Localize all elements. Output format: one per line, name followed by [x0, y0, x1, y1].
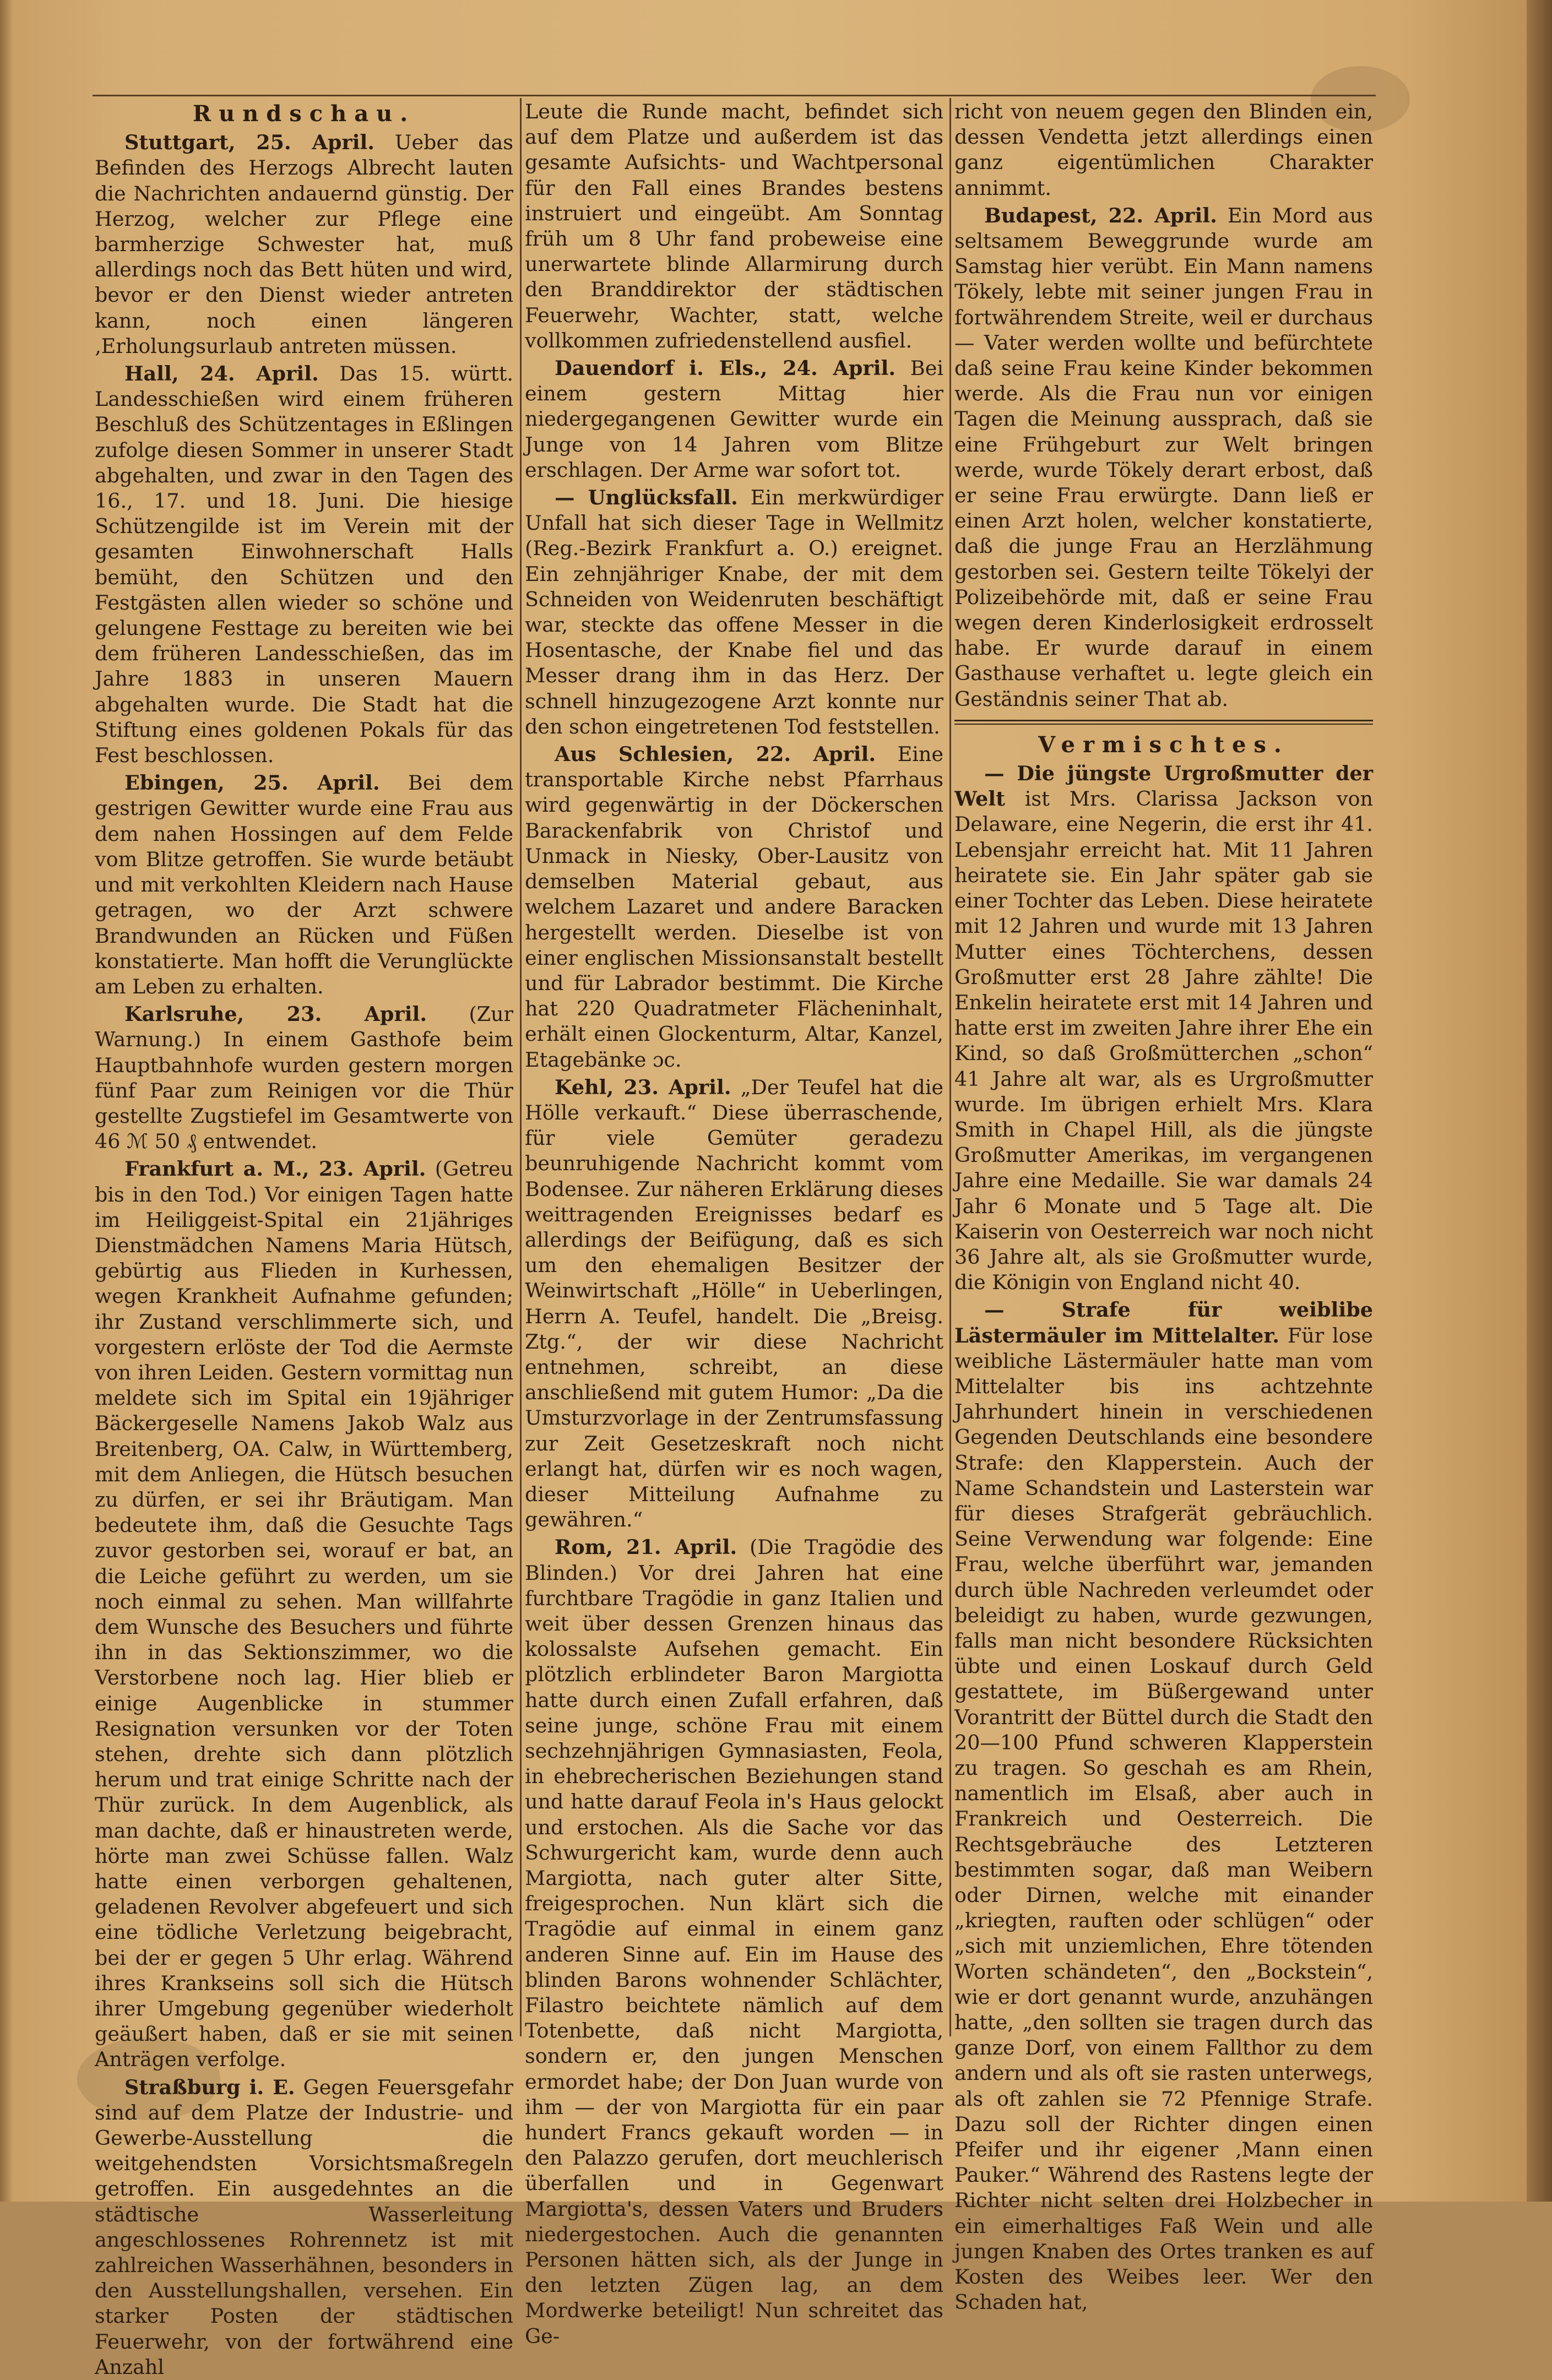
dateline: — Unglücksfall.: [555, 486, 738, 510]
article: [95, 1156, 513, 2072]
article-text: Ueber das Befinden des Herzogs Albrecht lauten die Nachrichten andauernd günstig. Der Herzog, welcher zur Pflege eine barmherzige Schwester hat, muß allerdings noch das Bett hüten und wird, bevor er den Dienst wieder antreten kann, noch einen längeren ‚Erholungsurlaub antreten müssen.: [95, 131, 513, 358]
article-text: (Getreu bis in den Tod.) Vor einigen Tagen hatte im Heiliggeist-Spital ein 21jähriges Dienstmädchen Namens Maria Hütsch, gebürtig aus Flieden in Kurhessen, wegen Krankheit Aufnahme gefunden; ihr Zustand verschlimmerte sich, und vorgestern erlöste der Tod die Aermste von ihren Leiden. Gestern vormittag nun meldete sich im Spital ein 19jähriger Bäckergeselle Namens Jakob Walz aus Breitenberg, OA. Calw, in Württemberg, mit dem Anliegen, die Hütsch besuchen zu dürfen, er sei ihr Bräutigam. Man bedeutete ihm, daß die Gesuchte Tags zuvor gestorben sei, worauf er bat, an die Leiche geführt zu werden, um sie noch einmal zu sehen. Man willfahrte dem Wunsche des Besuchers und führte ihn in das Sektionszimmer, wo die Verstorbene noch lag. Hier blieb er einige Augenblicke in stummer Resignation versunken vor der Toten stehen, drehte sich dann plötzlich herum und trat einige Schritte nach der Thür zurück. In dem Augenblick, als man dachte, daß er hinaustreten werde, hörte man zwei Schüsse fallen. Walz hatte einen verborgen gehaltenen, geladenen Revolver abgefeuert und sich eine tödliche Verletzung beigebracht, bei der er gegen 5 Uhr erlag. Während ihres Krankseins soll sich die Hütsch ihrer Umgebung gegenüber wiederholt geäußert haben, daß er sie mit seinen Anträgen verfolge.: [95, 1157, 513, 2072]
article-text: Bei einem gestern Mittag hier niedergegangenen Gewitter wurde ein Junge von 14 Jahren vom Blitze erschlagen. Der Arme war sofort tot.: [525, 356, 943, 482]
column-1: [95, 99, 513, 2379]
article: [95, 1002, 513, 1154]
article-continued: [954, 99, 1373, 201]
article-text: Bei dem gestrigen Gewitter wurde eine Frau aus dem nahen Hossingen auf dem Felde vom Blitze getroffen. Sie wurde betäubt und mit verkohlten Kleidern nach Hause getragen, wo der Arzt schwere Brandwunden an Rücken und Füßen konstatierte. Man hofft die Verunglückte am Leben zu erhalten.: [95, 771, 513, 998]
article-text: ist Mrs. Clarissa Jackson von Delaware, eine Negerin, die erst ihr 41. Lebensjahr erreicht hat. Mit 11 Jahren heiratete sie. Ein Jahr später gab sie einer Tochter das Leben. Diese heiratete mit 12 Jahren und wurde mit 13 Jahren Mutter eines Töchterchens, dessen Großmutter erst 28 Jahre zählte! Die Enkelin heiratete erst mit 14 Jahren und hatte erst im zweiten Jahre ihrer Ehe ein Kind, so daß Großmütterchen „schon“ 41 Jahre alt war, als es Urgroßmutter wurde. Im übrigen erhielt Mrs. Klara Smith in Chapel Hill, als die jüngste Großmutter Amerikas, im vergangenen Jahre eine Medaille. Sie war damals 24 Jahr 6 Monate und 5 Tage alt. Die Kaiserin von Oesterreich war noch nicht 36 Jahre alt, als sie Großmutter wurde, die Königin von England nicht 40.: [954, 787, 1373, 1295]
top-rule: [93, 95, 1376, 96]
article-text: (Zur Warnung.) In einem Gasthofe beim Hauptbahnhofe wurden gestern morgen fünf Paar zum Reinigen vor die Thür gestellte Zugstiefel im Gesamtwerte von 46 ℳ 50 ₰ entwendet.: [95, 1002, 513, 1154]
article: [95, 361, 513, 768]
article-text: richt von neuem gegen den Blinden ein, dessen Vendetta jetzt allerdings einen ganz eigentümlichen Charakter annimmt.: [954, 100, 1373, 200]
dateline: Kehl, 23. April.: [555, 1075, 731, 1099]
article: [525, 1075, 943, 1533]
dateline: Aus Schlesien, 22. April.: [555, 742, 876, 767]
article: [954, 203, 1373, 712]
article-text: Das 15. württ. Landesschießen wird einem früheren Beschluß des Schützentages in Eßlingen zufolge diesen Sommer in unserer Stadt abgehalten, und zwar in den Tagen des 16., 17. und 18. Juni. Die hiesige Schützengilde ist im Verein mit der gesamten Einwohnerschaft Halls bemüht, den Schützen und den Festgästen allen wieder so schöne und gelungene Festtage zu bereiten wie bei dem früheren Landesschießen, das im Jahre 1883 in unseren Mauern abgehalten wurde. Die Stadt hat die Stiftung eines goldenen Pokals für das Fest beschlossen.: [95, 362, 513, 768]
dateline: Frankfurt a. M., 23. April.: [124, 1157, 426, 1181]
article: [954, 761, 1373, 1295]
column-2: [525, 99, 944, 2348]
article: [525, 485, 943, 740]
section-heading: Rundschau.: [192, 101, 416, 127]
dateline: Rom, 21. April.: [555, 1535, 737, 1560]
article-text: Ein Mord aus seltsamem Beweggrunde wurde am Samstag hier verübt. Ein Mann namens Tökely, lebte mit seiner jungen Frau in fortwährendem Streite, weil er durchaus — Vater werden wollte und befürchtete daß seine Frau keine Kinder bekommen werde. Als die Frau nun vor einigen Tagen die Meinung aussprach, daß sie eine Frühgeburt zur Welt bringen werde, wurde Tökely derart erbost, daß er seine Frau erwürgte. Dann ließ er einen Arzt holen, welcher konstatierte, daß die junge Frau an Herzlähmung gestorben sei. Gestern teilte Tökelyi der Polizeibehörde mit, daß er seine Frau wegen deren Kinderlosigkeit erdrosselt habe. Er wurde darauf in einem Gasthause verhaftet u. legte gleich ein Geständnis seiner That ab.: [954, 203, 1373, 711]
dateline: Karlsruhe, 23. April.: [124, 1002, 427, 1026]
article: [95, 2075, 513, 2380]
article: [95, 770, 513, 999]
page-right-edge: [1527, 0, 1552, 2202]
dateline: Straßburg i. E.: [124, 2075, 295, 2099]
article-text: Leute die Runde macht, befindet sich auf dem Platze und außerdem ist das gesamte Aufsichts- und Wachtpersonal für den Fall eines Brandes bestens instruiert und eingeübt. Am Sonntag früh um 8 Uhr fand probeweise eine unerwartete blinde Allarmirung durch den Branddirektor der städtischen Feuerwehr, Wachter, statt, welche vollkommen zufriedenstellend ausfiel.: [525, 100, 943, 352]
article-text: Eine transportable Kirche nebst Pfarrhaus wird gegenwärtig in der Döckerschen Barackenfabrik von Christof und Unmack in Niesky, Ober-Lausitz von demselben Material gebaut, aus welchem Lazaret und andere Baracken hergestellt werden. Dieselbe ist von einer englischen Missionsanstalt bestellt und für Labrador bestimmt. Die Kirche hat 220 Quadratmeter Flächeninhalt, erhält einen Glockenturm, Altar, Kanzel, Etagebänke ɔc.: [525, 742, 943, 1072]
article: [954, 1297, 1373, 2315]
section-heading: Vermischtes.: [1038, 731, 1289, 758]
column-rule: [949, 98, 951, 2036]
dateline: — Die jüngste Urgroßmutter der Welt: [954, 762, 1373, 811]
dateline: Hall, 24. April.: [124, 362, 319, 386]
article: [525, 742, 943, 1073]
column-3: [954, 99, 1374, 2314]
article: [525, 356, 943, 483]
dateline: Budapest, 22. April.: [984, 203, 1217, 227]
article-continued: [525, 99, 943, 354]
dateline: — Strafe für weiblibe Lästermäuler im Mittelalter.: [954, 1298, 1373, 1347]
column-rule: [520, 98, 522, 2036]
dateline: Ebingen, 25. April.: [124, 771, 380, 795]
article-text: Gegen Feuersgefahr sind auf dem Platze der Industrie- und Gewerbe-Ausstellung die weitgehendsten Vorsichtsmaßregeln getroffen. Ein ausgedehntes an die städtische Wasserleitung angeschlossenes Rohrennetz ist mit zahlreichen Wasserhähnen, besonders in den Ausstellungshallen, versehen. Ein starker Posten der städtischen Feuerwehr, von der fortwährend eine Anzahl: [95, 2075, 513, 2379]
dateline: Stuttgart, 25. April.: [124, 131, 375, 155]
article-text: (Die Tragödie des Blinden.) Vor drei Jahren hat eine furchtbare Tragödie in ganz Italien und weit über dessen Grenzen hinaus das kolossalste Aufsehen gemacht. Ein plötzlich erblindeter Baron Margiotta hatte durch einen Zufall erfahren, daß seine junge, schöne Frau mit einem sechzehnjährigen Gymnasiasten, Feola, in ehebrecherischen Beziehungen stand und hatte darauf Feola in's Haus gelockt und erstochen. Als die Sache vor das Schwurgericht kam, wurde denn auch Margiotta, nach guter alter Sitte, freigesprochen. Nun klärt sich die Tragödie auf einmal in einem ganz anderen Sinne auf. Ein im Hause des blinden Barons wohnender Schlächter, Filastro beichtete nämlich auf dem Totenbette, daß nicht Margiotta, sondern er, den jungen Menschen ermordet habe; der Don Juan wurde von ihm — der von Margiotta für ein paar hundert Francs gekauft worden — in den Palazzo gerufen, dort meuchlerisch überfallen und in Gegenwart Margiotta's, dessen Vaters und Bruders niedergestochen. Auch die genannten Personen hätten sich, als der Junge in den letzten Zügen lag, an dem Mordwerke beteiligt! Nun schreitet das Ge-: [525, 1535, 944, 2348]
dateline: Dauendorf i. Els., 24. April.: [555, 356, 896, 381]
article: [525, 1535, 943, 2349]
article-text: Ein merkwürdiger Unfall hat sich dieser Tage in Wellmitz (Reg.-Bezirk Frankfurt a. O.) ereignet. Ein zehnjähriger Knabe, der mit dem Schneiden von Weidenruten beschäftigt war, steckte das offene Messer in die Hosentasche, der Knabe fiel und das Messer drang ihm in das Herz. Der schnell hinzugezogene Arzt konnte nur den schon eingetretenen Tod feststellen.: [525, 486, 943, 738]
article-text: Für lose weibliche Lästermäuler hatte man vom Mittelalter bis ins achtzehnte Jahrhundert hinein in verschiedenen Gegenden Deutschlands eine besondere Strafe: den Klapperstein. Auch der Name Schandstein und Lasterstein war für dieses Strafgerät gebräuchlich. Seine Verwendung war folgende: Eine Frau, welche überführt war, jemanden durch üble Nachreden verleumdet oder beleidigt zu haben, wurde gezwungen, falls man nicht besondere Rücksichten übte und einen Loskauf durch Geld gestattete, im Büßergewand unter Vorantritt der Büttel durch die Stadt den 20—100 Pfund schweren Klapperstein zu tragen. So geschah es am Rhein, namentlich im Elsaß, aber auch in Frankreich und Oesterreich. Die Rechtsgebräuche des Letzteren bestimmten sogar, daß man Weibern oder Dirnen, welche mit einander „kriegten, rauften oder schlügen“ oder „sich mit unziemlichen, Ehre tötenden Worten schändeten“, den „Bockstein“, wie er dort genannt wurde, anzuhängen hatte, „den sollten sie tragen durch das ganze Dorf, von einem Fallthor zu dem andern und als oft sie rasten unterwegs, als oft zahlen sie 72 Pfennige Strafe. Dazu soll der Richter dingen einen Pfeifer und ihr eigener ‚Mann einen Pauker.“ Während des Rastens legte der Richter nicht selten drei Holzbecher in ein eimerhaltiges Faß Wein und alle jungen Knaben des Ortes tranken es auf Kosten des Weibes leer. Wer den Schaden hat,: [954, 1323, 1374, 2314]
page-left-edge: [0, 0, 12, 2202]
article: [95, 130, 513, 359]
section-divider: [954, 720, 1373, 725]
article-text: „Der Teufel hat die Hölle verkauft.“ Diese überraschende, für viele Gemüter geradezu beunruhigende Nachricht kommt vom Bodensee. Zur näheren Erklärung dieses weittragenden Ereignisses bedarf es allerdings der Beifügung, daß es sich um den ehemaligen Besitzer der Weinwirtschaft „Hölle“ in Ueberlingen, Herrn A. Teufel, handelt. Die „Breisg. Ztg.“, der wir diese Nachricht entnehmen, schreibt, an diese anschließend mit gutem Humor: „Da die Umsturzvorlage in der Zentrumsfassung zur Zeit Gesetzeskraft noch nicht erlangt hat, dürfen wir es noch wagen, dieser Mitteilung Aufnahme zu gewähren.“: [525, 1075, 943, 1532]
